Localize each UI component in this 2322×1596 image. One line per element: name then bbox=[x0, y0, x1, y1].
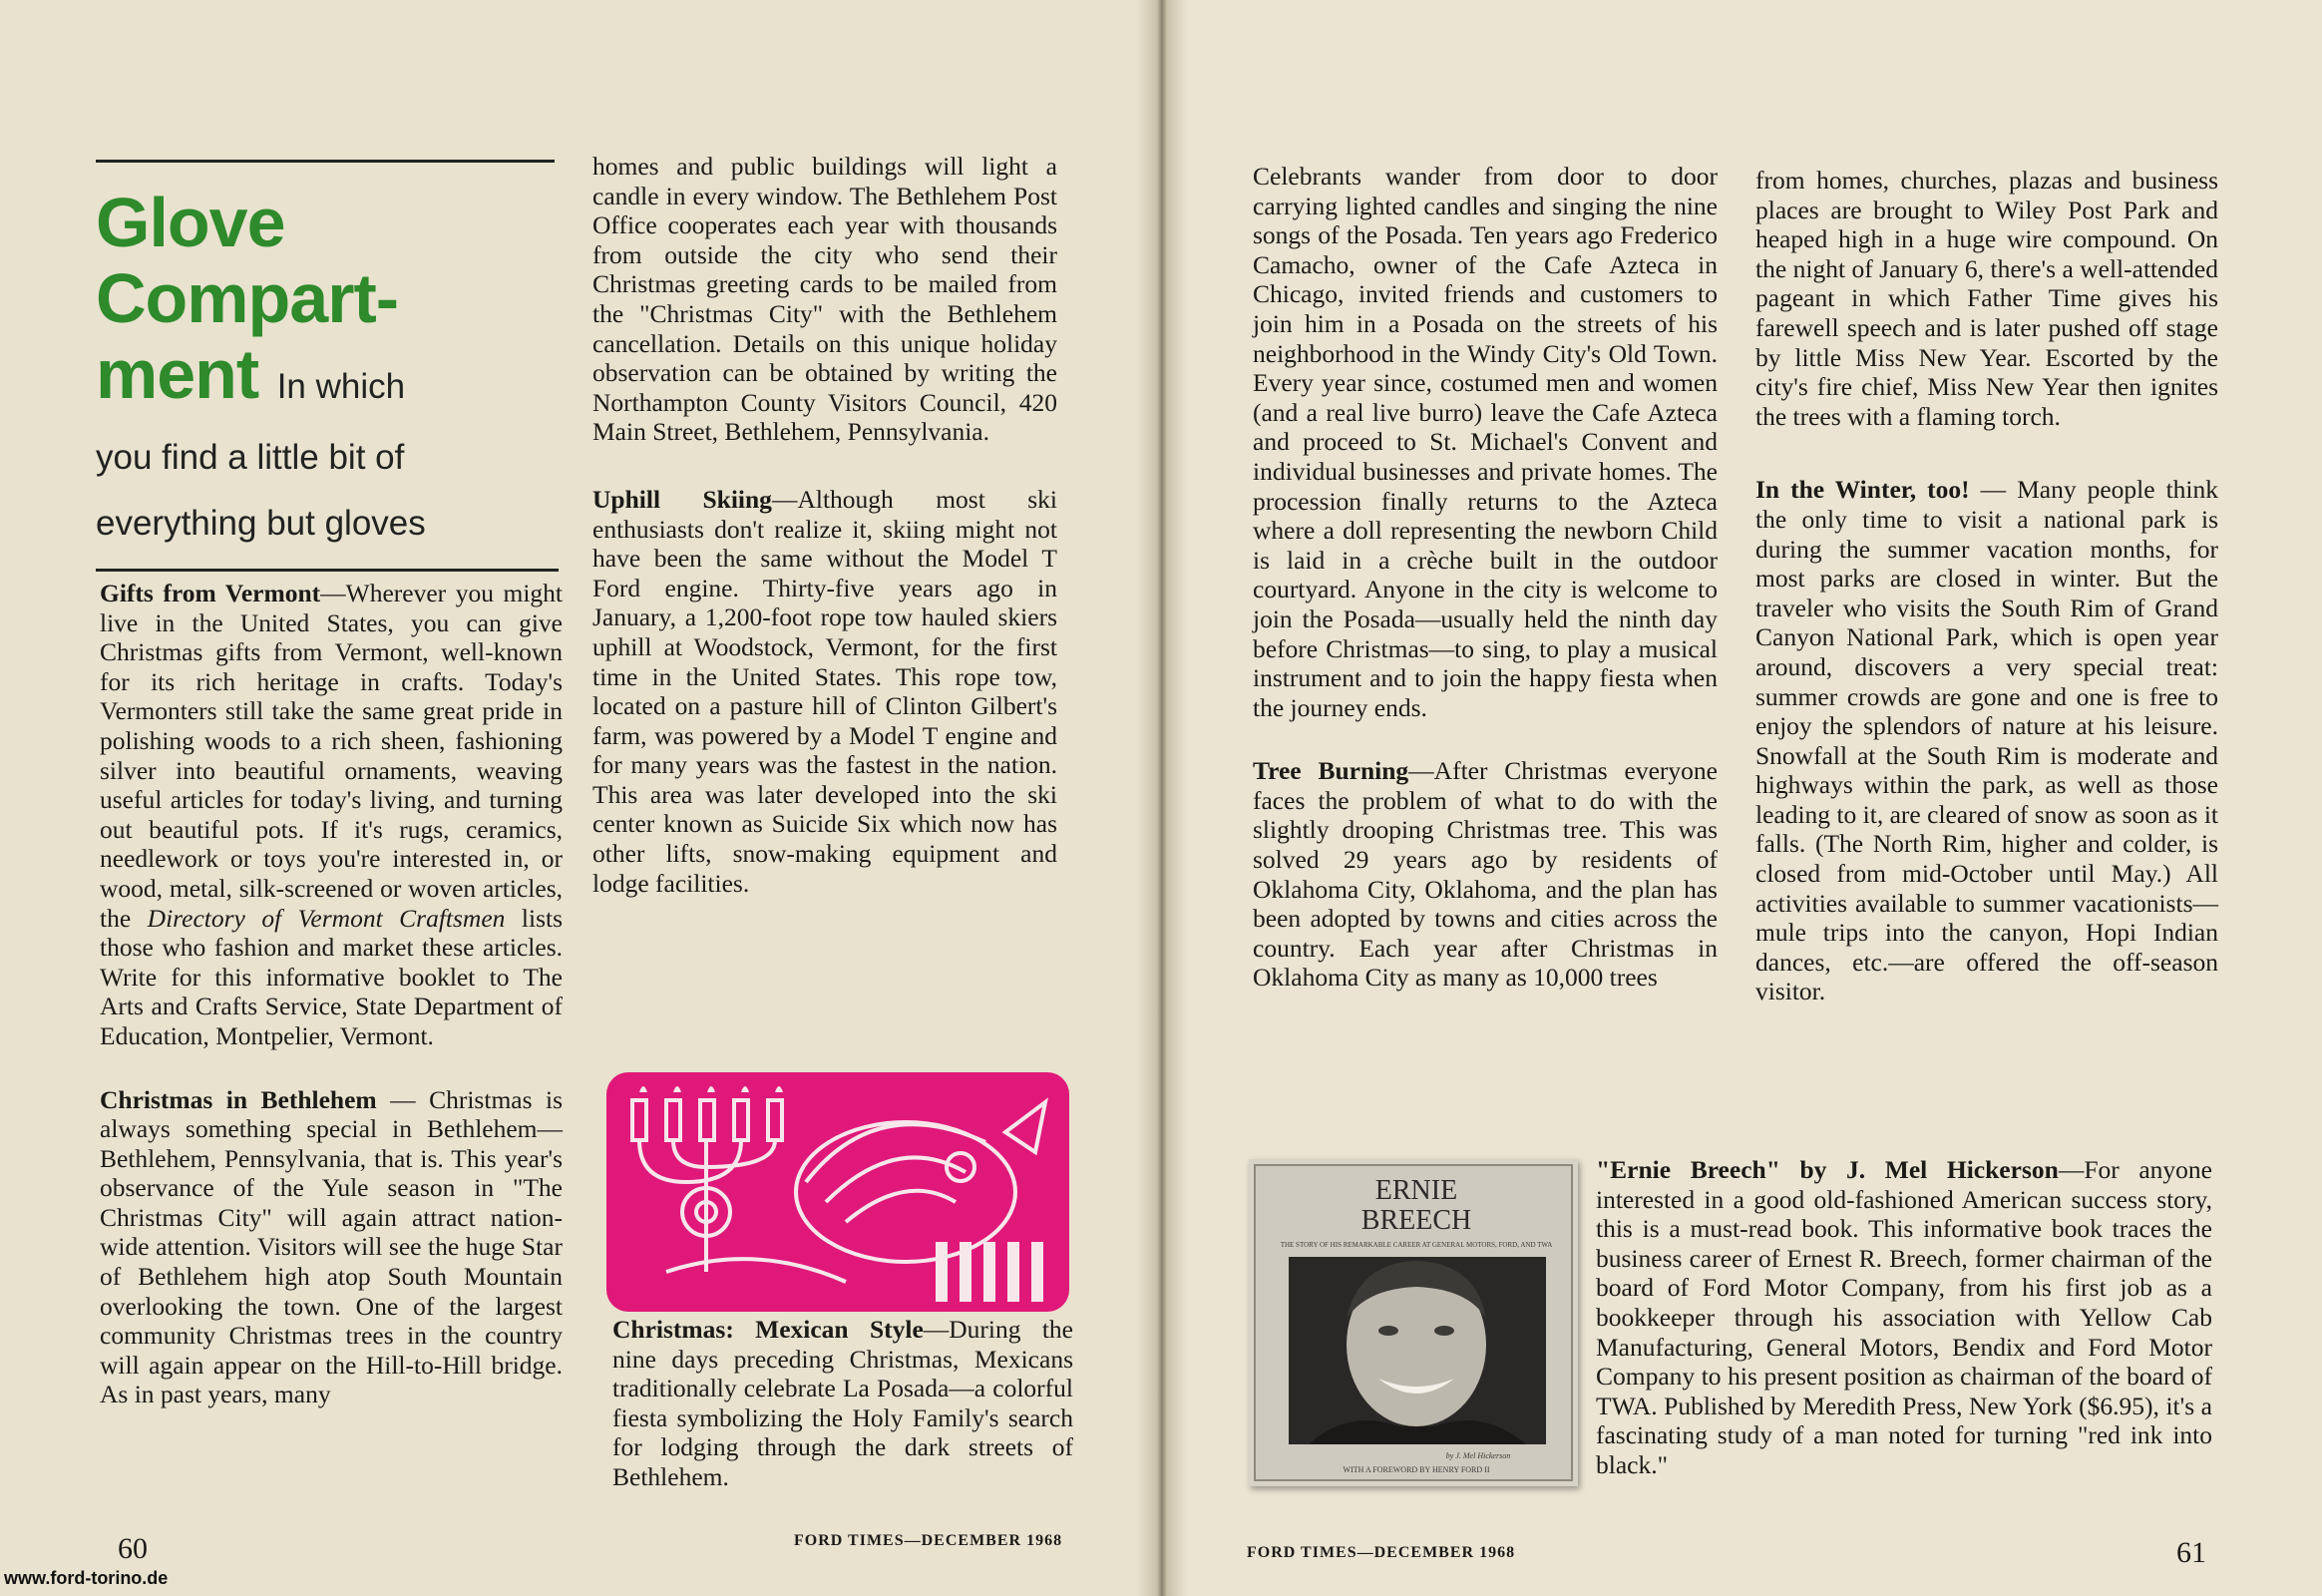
right-column-1 bbox=[1253, 162, 1718, 1026]
left-column-2-bottom bbox=[612, 1315, 1073, 1526]
right-running-foot: FORD TIMES—DECEMBER 1968 bbox=[1247, 1544, 1516, 1561]
book-subtitle: THE STORY OF HIS REMARKABLE CAREER AT GENERAL MOTORS, FORD, AND TWA bbox=[1280, 1241, 1553, 1249]
article-breech: "Ernie Breech" by J. Mel Hickerson—For anyone interested in a good old-fashioned American success story, this is a must-read book. This informative book traces the business career of Ernest R. Breech, former chairman of the board of Ford Motor Company, from his first job as a bookkeeper through his association with Yellow Cab Manufacturing, General Motors, Bendix and Ford Motor Company to his present position as chairman of the board of TWA. Published by Meredith Press, New York ($6.95), it's a fascinating study of a man noted for turning "red ink into black." bbox=[1596, 1155, 2212, 1479]
article-tree-continued: from homes, churches, plazas and business places are brought to Wiley Post Park and heaped high in a huge wire compound. On the night of January 6, there's a well-attended pageant in which Father Time gives his farewell speech and is later pushed off stage by little Miss New Year. Escorted by the city's fire chief, Miss New Year then ignites the trees with a flaming torch. bbox=[1755, 166, 2218, 431]
candelabra-bird-illustration bbox=[606, 1072, 1069, 1312]
title-top-rule bbox=[96, 160, 555, 163]
watermark: www.ford-torino.de bbox=[4, 1568, 169, 1588]
title-line-1: Glove bbox=[96, 184, 285, 261]
left-running-foot: FORD TIMES—DECEMBER 1968 bbox=[794, 1532, 1063, 1549]
book-author: by J. Mel Hickerson bbox=[1445, 1451, 1511, 1460]
heading-winter: In the Winter, too! bbox=[1755, 475, 1970, 505]
right-column-2 bbox=[1755, 166, 2218, 1040]
right-column-bottom bbox=[1596, 1155, 2212, 1514]
article-bethlehem: Christmas in Bethlehem — Christmas is always something special in Bethlehem—Bethlehem, Pennsylvania, that is. This year's observance of the Yule season in "The Christmas City" will again attract nation-wide attention. Visitors will see the huge Star of Bethlehem high atop South Mountain overlooking the town. One of the largest community Christmas trees in the country will again appear on the Hill-to-Hill bridge. As in past years, many bbox=[100, 1084, 563, 1409]
title-bottom-rule bbox=[96, 569, 559, 572]
right-page-number: 61 bbox=[2176, 1536, 2206, 1569]
heading-mexican: Christmas: Mexican Style bbox=[612, 1315, 924, 1344]
book-gutter bbox=[1137, 0, 1187, 1596]
directory-title: Directory of Vermont Craftsmen bbox=[147, 903, 506, 933]
heading-skiing: Uphill Skiing bbox=[592, 484, 772, 514]
heading-breech: "Ernie Breech" by J. Mel Hickerson bbox=[1596, 1155, 2059, 1184]
article-mexican-continued: Celebrants wander from door to door carrying lighted candles and singing the nine songs of the Posada. Ten years ago Frederico Camacho, owner of the Cafe Azteca in Chicago, invited friends and customers to join him in a Posada on the streets of his neighborhood in the Windy City's Old Town. Every year since, costumed men and women (and a real live burro) leave the Cafe Azteca and proceed to St. Michael's Convent and individual businesses and private homes. The procession finally returns to the Azteca where a doll representing the newborn Child is laid in a crèche built in the outdoor courtyard. Anyone in the city is welcome to join the Posada—usually held the ninth day before Christmas—to sing, to play a musical instrument and to join the happy fiesta when the journey ends. bbox=[1253, 162, 1718, 722]
book-cover-art bbox=[1249, 1159, 1578, 1486]
title-subtitle-1: In which bbox=[276, 367, 406, 406]
article-tree: Tree Burning—After Christmas everyone faces the problem of what to do with the slightly drooping Christmas tree. This was solved 29 years ago by residents of Oklahoma City, Oklahoma, and the plan has been adopted by towns and cities across the country. Each year after Christmas in Oklahoma City as many as 10,000 trees bbox=[1253, 756, 1718, 993]
title-subtitle-3: everything but gloves bbox=[96, 504, 426, 543]
article-winter: In the Winter, too! — Many people think the only time to visit a national park is during the summer vacation months, for most parks are closed in winter. But the traveler who visits the South Rim of Grand Canyon National Park, which is open year around, discovers a very special treat: summer crowds are gone and one is free to enjoy the splendors of nature at his leisure. Snowfall at the South Rim is moderate and highways within the park, as well as those leading to it, are cleared of snow as soon as it falls. (The North Rim, higher and colder, is closed from mid-October until May.) All activities available to summer vacationists—mule trips into the canyon, Hopi Indian dances, etc.—are offered the off-season visitor. bbox=[1755, 475, 2219, 1006]
heading-bethlehem: Christmas in Bethlehem bbox=[100, 1084, 377, 1114]
book-foreword: WITH A FOREWORD BY HENRY FORD II bbox=[1343, 1465, 1490, 1474]
left-page-number: 60 bbox=[118, 1532, 148, 1565]
heading-vermont: Gifts from Vermont bbox=[100, 579, 321, 607]
page-title bbox=[96, 185, 565, 557]
left-column-2 bbox=[592, 152, 1057, 932]
article-bethlehem-continued: homes and public buildings will light a candle in every window. The Bethlehem Post Office cooperates each year with thousands from outside the city who send their Christmas greeting cards to be mailed from the "Christmas City" with the Bethlehem cancellation. Details on this unique holiday observation can be obtained by writing the Northampton County Visitors Council, 420 Main Street, Bethlehem, Pennsylvania. bbox=[592, 152, 1057, 447]
book-cover-photo bbox=[1249, 1159, 1578, 1486]
article-mexican: Christmas: Mexican Style—During the nine days preceding Christmas, Mexicans traditionally celebrate La Posada—a colorful fiesta symbolizing the Holy Family's search for lodging through the dark streets of Bethlehem. bbox=[612, 1315, 1073, 1491]
title-subtitle-2: you find a little bit of bbox=[96, 438, 405, 477]
left-column-1 bbox=[100, 579, 563, 1443]
title-line-3-text: ment bbox=[96, 335, 259, 413]
title-line-2: Compart- bbox=[96, 259, 399, 337]
article-skiing: Uphill Skiing—Although most ski enthusiasts don't realize it, skiing might not have been the same without the Model T Ford engine. Thirty-five years ago in January, a 1,200-foot rope tow hauled skiers uphill at Woodstock, Vermont, for the first time in the United States. This rope tow, located on a pasture hill of Clinton Gilbert's farm, was powered by a Model T engine and for many years was the fastest in the nation. This area was later developed into the ski center known as Suicide Six which now has other lifts, snow-making equipment and lodge facilities. bbox=[592, 484, 1057, 898]
book-title-2: BREECH bbox=[1360, 1205, 1472, 1236]
article-vermont: Gifts from Vermont—Wherever you might live in the United States, you can give Christmas gifts from Vermont, well-known for its rich heritage in crafts. Today's Vermonters still take the same great pride in polishing woods to a rich sheen, fashioning silver into beautiful ornaments, weaving useful articles for today's living, and turning out beautiful pots. If it's rugs, ceramics, needlework or toys you're interested in, or wood, metal, silk-screened or woven articles, the Directory of Vermont Craftsmen lists those who fashion and market these articles. Write for this informative booklet to The Arts and Crafts Service, State Department of Education, Montpelier, Vermont. bbox=[100, 579, 563, 1050]
book-title-1: ERNIE bbox=[1374, 1175, 1458, 1206]
title-line-3 bbox=[96, 336, 565, 425]
heading-tree: Tree Burning bbox=[1253, 756, 1409, 786]
